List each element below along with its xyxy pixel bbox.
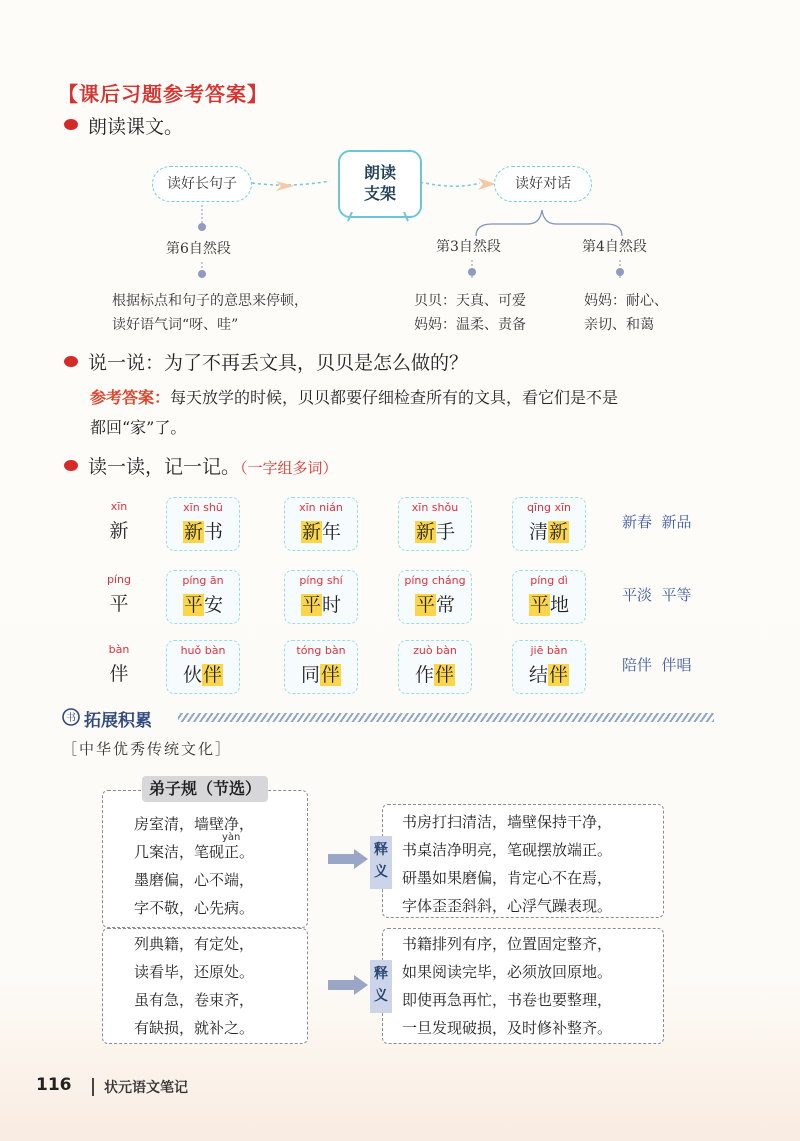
book-title: 状元语文笔记 — [104, 1080, 188, 1096]
word-char: 手 — [436, 521, 456, 543]
arrow-right-icon — [328, 974, 370, 996]
para4-label: 第4自然段 — [582, 239, 647, 255]
answer-block — [90, 383, 730, 443]
word-char: 常 — [436, 594, 456, 616]
word-text — [513, 517, 585, 544]
word-char: 作 — [414, 664, 434, 686]
center-line-1: 朗读 — [363, 163, 396, 182]
single-char-card — [90, 497, 148, 549]
bullet-icon — [64, 460, 78, 471]
word-pinyin: tóng bàn — [296, 644, 346, 657]
word-char: 地 — [550, 594, 570, 616]
bubble-dialogue: 读好对话 — [494, 166, 592, 202]
svg-text:书: 书 — [66, 713, 76, 724]
word-card — [284, 497, 358, 551]
highlighted-char: 新 — [183, 521, 203, 543]
answer-line-1: 每天放学的时候，贝贝都要仔细检查所有的文具，看它们是不是 — [170, 388, 619, 407]
word-char: 清 — [528, 521, 548, 543]
extra-words: 新春 新品 — [622, 513, 692, 531]
tv-legs-icon — [346, 212, 410, 222]
explain-label-1: 释义 — [370, 836, 392, 889]
word-text — [399, 660, 471, 687]
footer-divider — [92, 1078, 94, 1096]
highlighted-char: 伴 — [435, 664, 455, 686]
answer-line-2: 都回“家”了。 — [90, 418, 187, 437]
word-card — [398, 497, 472, 551]
extra-words: 平淡 平等 — [622, 586, 692, 604]
word-char: 结 — [528, 664, 548, 686]
single-char-card — [90, 570, 148, 622]
word-pinyin: xīn shū — [183, 501, 223, 514]
word-card — [512, 497, 586, 551]
poem-title: 弟子规（节选） — [142, 776, 268, 802]
pinyin-yan: yàn — [222, 832, 241, 843]
word-text — [167, 590, 239, 617]
highlighted-char: 平 — [529, 594, 549, 616]
word-card — [284, 570, 358, 624]
highlighted-char: 伴 — [321, 664, 341, 686]
highlighted-char: 伴 — [549, 664, 569, 686]
word-card — [166, 570, 240, 624]
extension-subtitle: ［中华优秀传统文化］ — [62, 740, 233, 758]
para3-label: 第3自然段 — [436, 239, 501, 255]
word-card — [512, 640, 586, 694]
word-char: 时 — [322, 594, 342, 616]
word-card — [512, 570, 586, 624]
explain-text-1: 书房打扫清洁，墙壁保持干净， 书桌洁净明亮，笔砚摆放端正。 研墨如果磨偏，肯定心不在焉， 字体歪歪斜斜，心浮气躁表现。 — [402, 813, 613, 915]
word-pinyin: píng dì — [530, 574, 568, 587]
left-note: 根据标点和句子的意思来停顿， 读好语气词“呀、哇” — [112, 293, 308, 333]
word-card — [398, 570, 472, 624]
word-char: 书 — [204, 521, 224, 543]
answer-label: 参考答案： — [90, 388, 171, 407]
word-char: 伙 — [182, 664, 202, 686]
word-char: 同 — [300, 664, 320, 686]
word-card — [166, 640, 240, 694]
word-card — [398, 640, 472, 694]
question-2: 说一说：为了不再丢文具，贝贝是怎么做的？ — [88, 352, 469, 374]
word-pinyin: huǒ bàn — [180, 644, 226, 657]
word-char: 年 — [322, 521, 342, 543]
char-pinyin: píng — [107, 573, 131, 586]
highlighted-char: 新 — [415, 521, 435, 543]
word-text — [399, 590, 471, 617]
page-heading: 【课后习题参考答案】 — [58, 82, 268, 106]
highlighted-char: 平 — [183, 594, 203, 616]
char-text: 新 — [109, 520, 129, 542]
word-text — [167, 660, 239, 687]
arrow-right-icon — [328, 848, 370, 870]
word-text — [399, 517, 471, 544]
word-pinyin: qīng xīn — [526, 501, 572, 514]
highlighted-char: 平 — [301, 594, 321, 616]
question-3: 读一读，记一记。（一字组多词） — [88, 456, 338, 478]
word-card — [166, 497, 240, 551]
single-char-card — [90, 640, 148, 692]
bullet-icon — [64, 356, 78, 367]
question-1: 朗读课文。 — [88, 116, 184, 138]
right-note: 妈妈：耐心、 亲切、和蔼 — [584, 293, 668, 333]
char-pinyin: bàn — [108, 643, 130, 656]
char-pinyin: xīn — [110, 500, 128, 513]
word-pinyin: píng cháng — [404, 574, 466, 587]
char-text: 平 — [109, 593, 129, 615]
char-text: 伴 — [109, 663, 129, 685]
word-char: 安 — [204, 594, 224, 616]
page-number: 116 — [36, 1075, 72, 1095]
word-card — [284, 640, 358, 694]
bubble-long-sentence: 读好长句子 — [152, 166, 252, 202]
reading-support-tv — [338, 150, 422, 218]
explain-text-2: 书籍排列有序，位置固定整齐， 如果阅读完毕，必须放回原地。 即使再急再忙，书卷也要整理， 一旦发现破损，及时修补整齐。 — [402, 935, 613, 1037]
highlighted-char: 新 — [301, 521, 321, 543]
question-3-note: （一字组多词） — [240, 459, 338, 477]
word-pinyin: xīn shǒu — [411, 501, 459, 514]
highlighted-char: 伴 — [203, 664, 223, 686]
expand-icon — [62, 707, 82, 727]
word-text — [513, 660, 585, 687]
decorative-stripe — [178, 713, 714, 722]
word-pinyin: zuò bàn — [413, 644, 457, 657]
center-line-2: 支架 — [363, 184, 396, 203]
word-pinyin: jiē bàn — [530, 644, 568, 657]
para6-label: 第6自然段 — [166, 241, 231, 257]
explain-label-2: 释义 — [370, 960, 392, 1013]
word-pinyin: píng ān — [182, 574, 224, 587]
word-text — [285, 517, 357, 544]
word-pinyin: píng shí — [299, 574, 343, 587]
word-pinyin: xīn nián — [299, 501, 343, 514]
middle-note: 贝贝：天真、可爱 妈妈：温柔、责备 — [414, 293, 526, 333]
stanza-2: 列典籍，有定处， 读看毕，还原处。 虽有急，卷束齐， 有缺损，就补之。 — [134, 935, 255, 1037]
word-text — [285, 660, 357, 687]
highlighted-char: 平 — [415, 594, 435, 616]
word-text — [513, 590, 585, 617]
extra-words: 陪伴 伴唱 — [622, 656, 692, 674]
highlighted-char: 新 — [549, 521, 569, 543]
word-text — [285, 590, 357, 617]
word-text — [167, 517, 239, 544]
stanza-1: 房室清，墙壁净， 几案洁，笔砚正。 墨磨偏，心不端， 字不敬，心先病。 — [134, 815, 255, 917]
extension-title: 拓展积累 — [84, 711, 152, 731]
